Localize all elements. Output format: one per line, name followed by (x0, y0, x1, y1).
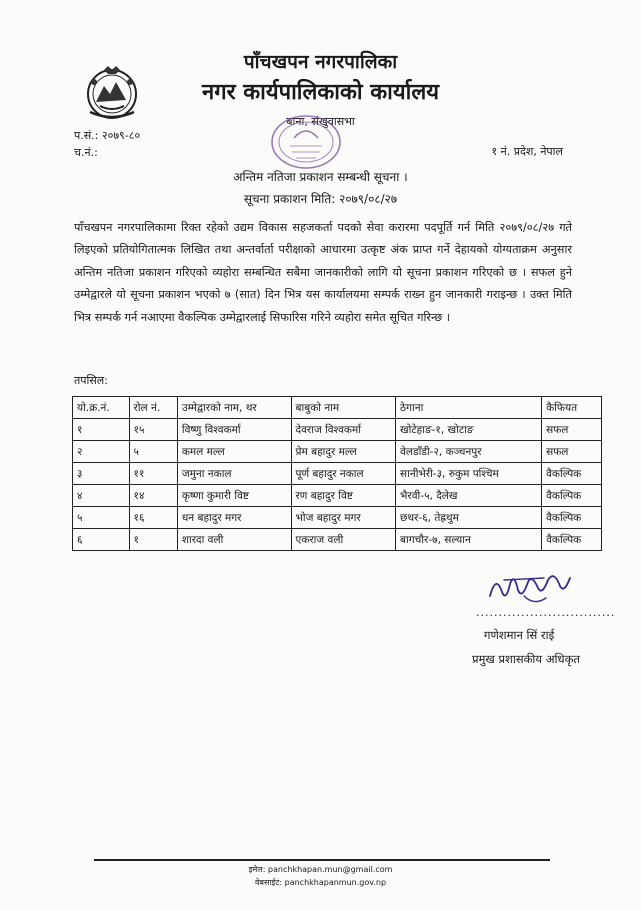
signature-line: ............................... (476, 606, 616, 619)
footer-website: वेबसाईट: panchkhapanmun.gov.np (254, 878, 387, 887)
cell-candidate: कमल मल्ल (177, 441, 291, 463)
table-row (73, 507, 602, 529)
footer-divider (94, 859, 550, 861)
table-row (73, 463, 602, 485)
cell-address: भैरवी-५, दैलेख (396, 485, 542, 507)
cell-candidate: कृष्णा कुमारी विष्ट (177, 485, 291, 507)
cell-candidate: शारदा वली (177, 529, 291, 551)
cell-roll: १ (129, 529, 177, 551)
table-row (73, 419, 602, 441)
cell-remarks: सफल (542, 441, 602, 463)
cell-serial: २ (73, 441, 130, 463)
cell-remarks: वैकल्पिक (542, 463, 602, 485)
cell-candidate: जमुना नकाल (177, 463, 291, 485)
table-row (73, 441, 602, 463)
cell-father: प्रेम बहादुर मल्ल (291, 441, 396, 463)
table-row (73, 485, 602, 507)
cell-roll: ५ (129, 441, 177, 463)
cell-father: पूर्ण बहादुर नकाल (291, 463, 396, 485)
cell-serial: १ (73, 419, 130, 441)
office-location: बाना, संखुवासभा (286, 115, 355, 128)
cell-roll: ११ (129, 463, 177, 485)
header-address: ठेगाना (396, 397, 542, 419)
table-header-row (73, 397, 602, 419)
details-label: तपसिल: (74, 374, 108, 387)
cell-remarks: वैकल्पिक (542, 507, 602, 529)
office-stamp-icon (268, 112, 344, 172)
publication-date: सूचना प्रकाशन मिति: २०७९/०८/२७ (243, 192, 398, 206)
cell-serial: ४ (73, 485, 130, 507)
cell-candidate: विष्णु विश्वकर्मा (177, 419, 291, 441)
cell-remarks: सफल (542, 419, 602, 441)
header-candidate: उम्मेद्वारको नाम, थर (177, 397, 291, 419)
cell-father: भोज बहादुर मगर (291, 507, 396, 529)
footer-email: इमेल: panchkhapan.mun@gmail.com (248, 865, 393, 874)
header-serial: यो.क्र.नं. (73, 397, 130, 419)
cell-father: रण बहादुर विष्ट (291, 485, 396, 507)
header-roll: रोल नं. (129, 397, 177, 419)
cell-remarks: वैकल्पिक (542, 529, 602, 551)
cell-address: छथर-६, तेह्रथुम (396, 507, 542, 529)
municipality-name: पाँचखपन नगरपालिका (243, 51, 398, 73)
office-name: नगर कार्यपालिकाको कार्यालय (202, 80, 439, 105)
header-remarks: कैफियत (542, 397, 602, 419)
notice-subject: अन्तिम नतिजा प्रकाशन सम्बन्धी सूचना । (233, 170, 408, 184)
cell-father: एकराज वली (291, 529, 396, 551)
results-table (72, 396, 602, 551)
cell-address: बागचौर-७, सल्यान (396, 529, 542, 551)
cell-serial: ३ (73, 463, 130, 485)
cell-father: देवराज विश्वकर्मा (291, 419, 396, 441)
cell-serial: ५ (73, 507, 130, 529)
cell-address: खोटेहाङ-१, खोटाङ (396, 419, 542, 441)
signer-name: गणेशमान सिं राई (484, 628, 555, 642)
cell-roll: १४ (129, 485, 177, 507)
cell-roll: १६ (129, 507, 177, 529)
cell-candidate: धन बहादुर मगर (177, 507, 291, 529)
cell-serial: ६ (73, 529, 130, 551)
cell-address: वेलडाँडी-२, कञ्चनपुर (396, 441, 542, 463)
cell-roll: १५ (129, 419, 177, 441)
reference-number: प.सं.: २०७९-८० (74, 129, 141, 142)
province-label: १ नं. प्रदेश, नेपाल (491, 145, 563, 158)
header-father: बाबुको नाम (291, 397, 396, 419)
cell-remarks: वैकल्पिक (542, 485, 602, 507)
table-row (73, 529, 602, 551)
notice-body: पाँचखपन नगरपालिकामा रिक्त रहेको उद्यम विकास सहजकर्ता पदको सेवा करारमा पदपूर्ति गर्न मिति २०७९/०८/२७ गते लिइएको प्रतियोगितात्मक लिखित तथा अन्तर्वार्ता परीक्षाको आधारमा उत्कृष्ट अंक प्राप्त गर्ने देहायको योग्यताक्रम अनुसार अन्तिम नतिजा प्रकाशन गरिएको व्यहोरा सम्बन्धित सबैमा जानकारीको लागि यो सूचना प्रकाशन गरिएको छ । सफल हुने उम्मेद्वारले यो सूचना प्रकाशन भएको ७ (सात) दिन भित्र यस कार्यालयमा सम्पर्क राख्न हुन जानकारी गराइन्छ । उक्त मिति भित्र सम्पर्क गर्न नआएमा वैकल्पिक उम्मेद्वारलाई सिफारिस गरिने व्यहोरा समेत सूचित गरिन्छ । (74, 221, 572, 324)
cell-address: सानीभेरी-३, रुकुम पश्चिम (396, 463, 542, 485)
signature-icon (484, 566, 574, 610)
signer-title: प्रमुख प्रशासकीय अधिकृत (472, 652, 580, 666)
dispatch-number: च.नं.: (74, 146, 98, 159)
